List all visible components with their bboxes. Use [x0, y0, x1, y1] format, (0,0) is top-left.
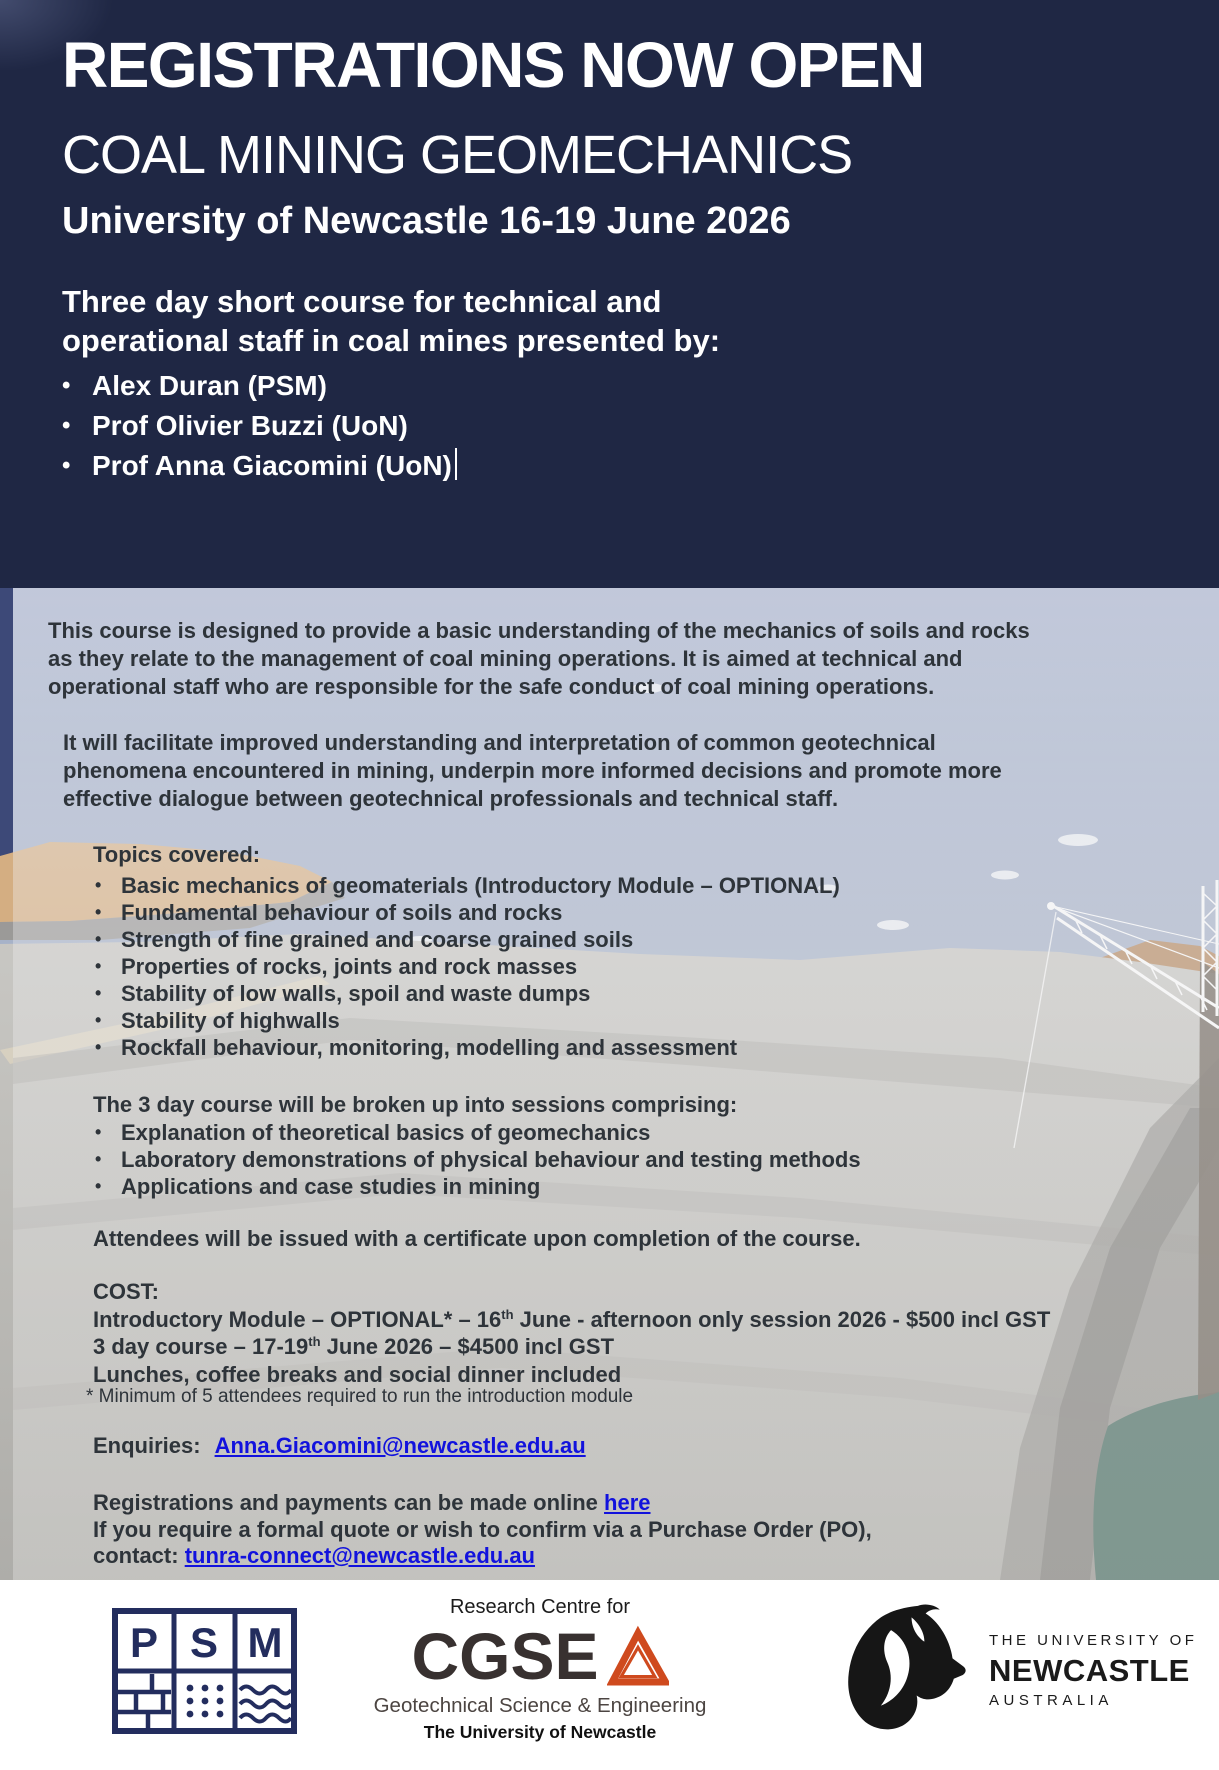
- cost-line-inclusions: Lunches, coffee breaks and social dinner included: [93, 1361, 622, 1387]
- quote-line: If you require a formal quote or wish to confirm via a Purchase Order (PO),: [93, 1516, 872, 1542]
- cgse-triangle-icon: [607, 1625, 669, 1691]
- cgse-acronym: CGSE: [411, 1619, 599, 1693]
- presenter-item: [62, 406, 457, 446]
- presenter-list: [62, 366, 457, 486]
- cgse-geotechnical-label: Geotechnical Science & Engineering: [373, 1694, 707, 1717]
- uon-university-of-label: THE UNIVERSITY OF: [989, 1632, 1198, 1649]
- uon-horse-icon: [845, 1602, 973, 1730]
- session-item: • Explanation of theoretical basics of geomechanics: [93, 1119, 861, 1146]
- presenter-item: [62, 366, 457, 406]
- logo-footer: [0, 1580, 1219, 1770]
- enquiries-label: Enquiries:: [93, 1433, 201, 1458]
- cgse-logo: [368, 1596, 712, 1743]
- topic-item: • Rockfall behaviour, monitoring, modelling and assessment: [93, 1034, 840, 1061]
- course-benefits: It will facilitate improved understanding and interpretation of common geotechnical phenomena encountered in mining, underpin more informed decisions and promote more effective dialogue between geotechnical professionals and technical staff.: [63, 730, 1002, 811]
- session-item: • Laboratory demonstrations of physical behaviour and testing methods: [93, 1146, 861, 1173]
- session-item: • Applications and case studies in mining: [93, 1173, 861, 1200]
- presenter-name: Prof Anna Giacomini (UoN): [92, 450, 452, 481]
- certificate-note: Attendees will be issued with a certificate upon completion of the course.: [93, 1226, 861, 1251]
- presenter-item: [62, 446, 457, 486]
- date-line: University of Newcastle 16-19 June 2026: [62, 200, 791, 242]
- contact-line: contact: tunra-connect@newcastle.edu.au: [93, 1543, 535, 1568]
- topic-item: • Fundamental behaviour of soils and rocks: [93, 899, 840, 926]
- sessions-heading: The 3 day course will be broken up into sessions comprising:: [93, 1092, 738, 1117]
- course-description: This course is designed to provide a basic understanding of the mechanics of soils and rocks as they relate to the management of coal mining operations. It is aimed at technical and operational staff who are responsible for the safe conduct of coal mining operations.: [48, 618, 1030, 699]
- topics-list: [93, 872, 840, 1061]
- cgse-research-centre-label: Research Centre for: [449, 1596, 631, 1618]
- intro-text: Three day short course for technical and operational staff in coal mines presented by:: [62, 284, 721, 358]
- svg-text:P: P: [129, 1619, 159, 1666]
- registration-line: Registrations and payments can be made online here: [93, 1490, 651, 1515]
- course-title: COAL MINING GEOMECHANICS: [62, 125, 853, 185]
- svg-text:S: S: [189, 1619, 219, 1666]
- uon-newcastle-label: NEWCASTLE: [989, 1653, 1190, 1688]
- cost-line-course: 3 day course – 17-19th June 2026 – $4500 incl GST: [93, 1334, 615, 1359]
- enquiries-line: [93, 1433, 586, 1459]
- course-details-text: [0, 588, 1219, 1580]
- enquiries-email-link[interactable]: Anna.Giacomini@newcastle.edu.au: [214, 1433, 586, 1458]
- contact-email-link[interactable]: tunra-connect@newcastle.edu.au: [184, 1543, 535, 1568]
- course-details-section: [0, 588, 1219, 1580]
- cost-footnote: * Minimum of 5 attendees required to run the introduction module: [86, 1386, 634, 1407]
- sessions-list: [93, 1119, 861, 1200]
- cost-heading: COST:: [93, 1279, 159, 1304]
- register-here-link[interactable]: here: [604, 1490, 651, 1515]
- uon-logo: [845, 1602, 1197, 1730]
- cgse-university-label: The University of Newcastle: [423, 1722, 657, 1742]
- cost-block: [93, 1278, 1050, 1388]
- topics-heading: Topics covered:: [93, 842, 261, 867]
- text-cursor: [455, 448, 457, 480]
- psm-logo: [112, 1608, 297, 1734]
- topic-item: • Properties of rocks, joints and rock masses: [93, 953, 840, 980]
- topic-item: • Stability of highwalls: [93, 1007, 840, 1034]
- dots-pattern-icon: [187, 1685, 224, 1718]
- topic-item: • Basic mechanics of geomaterials (Introductory Module – OPTIONAL): [93, 872, 840, 899]
- registration-block: [93, 1490, 872, 1570]
- page-title: REGISTRATIONS NOW OPEN: [62, 29, 924, 101]
- cost-line-intro-module: Introductory Module – OPTIONAL* – 16th June - afternoon only session 2026 - $500 incl GST: [93, 1306, 1051, 1332]
- svg-text:M: M: [247, 1619, 283, 1666]
- hero-section: [0, 0, 1219, 588]
- presenter-name: Prof Olivier Buzzi (UoN): [92, 410, 408, 441]
- topic-item: • Stability of low walls, spoil and waste dumps: [93, 980, 840, 1007]
- uon-australia-label: AUSTRALIA: [989, 1692, 1113, 1709]
- topic-item: • Strength of fine grained and coarse grained soils: [93, 926, 840, 953]
- presenter-name: Alex Duran (PSM): [92, 370, 327, 401]
